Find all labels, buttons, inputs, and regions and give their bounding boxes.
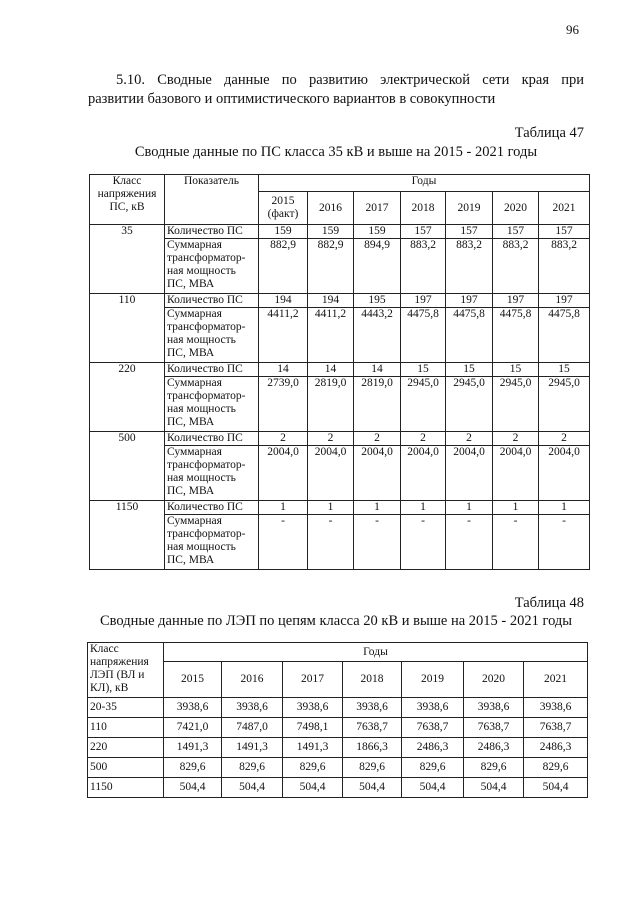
value-cell: 1491,3 <box>283 738 343 758</box>
year-header: 2020 <box>493 192 539 225</box>
value-cell: 3938,6 <box>222 698 283 718</box>
table-row <box>90 446 590 501</box>
value-cell: 2945,0 <box>539 377 590 432</box>
indicator-cell: Суммарная трансформатор-ная мощность ПС, МВА <box>165 515 259 570</box>
value-cell: 829,6 <box>222 758 283 778</box>
value-cell: 2945,0 <box>493 377 539 432</box>
indicator-cell: Количество ПС <box>165 225 259 239</box>
value-cell: 894,9 <box>354 239 401 294</box>
value-cell: 4475,8 <box>539 308 590 363</box>
value-cell: 2486,3 <box>524 738 588 758</box>
voltage-class-cell: 220 <box>90 363 165 432</box>
value-cell: 4475,8 <box>446 308 493 363</box>
value-cell: 1 <box>308 501 354 515</box>
value-cell: 504,4 <box>164 778 222 798</box>
indicator-cell: Суммарная трансформатор-ная мощность ПС, МВА <box>165 308 259 363</box>
value-cell: 3938,6 <box>524 698 588 718</box>
value-cell: 7487,0 <box>222 718 283 738</box>
value-cell: 157 <box>539 225 590 239</box>
value-cell: 829,6 <box>524 758 588 778</box>
value-cell: 1 <box>354 501 401 515</box>
value-cell: 2 <box>493 432 539 446</box>
table-48-caption: Сводные данные по ЛЭП по цепям класса 20 кВ и выше на 2015 - 2021 годы <box>99 613 573 629</box>
table-row <box>88 778 588 798</box>
value-cell: 157 <box>493 225 539 239</box>
value-cell: 1 <box>493 501 539 515</box>
value-cell: 2004,0 <box>354 446 401 501</box>
table-47-caption: Сводные данные по ПС класса 35 кВ и выше на 2015 - 2021 годы <box>134 144 538 160</box>
value-cell: 15 <box>539 363 590 377</box>
value-cell: 7498,1 <box>283 718 343 738</box>
value-cell: 504,4 <box>402 778 464 798</box>
value-cell: 2 <box>539 432 590 446</box>
indicator-cell: Количество ПС <box>165 501 259 515</box>
indicator-cell: Количество ПС <box>165 432 259 446</box>
value-cell: 194 <box>308 294 354 308</box>
value-cell: 1 <box>401 501 446 515</box>
value-cell: 7638,7 <box>524 718 588 738</box>
value-cell: 883,2 <box>401 239 446 294</box>
indicator-cell: Количество ПС <box>165 363 259 377</box>
value-cell: 197 <box>539 294 590 308</box>
value-cell: 7638,7 <box>402 718 464 738</box>
year-header: 2016 <box>222 662 283 698</box>
value-cell: 2 <box>354 432 401 446</box>
value-cell: 829,6 <box>464 758 524 778</box>
value-cell: 504,4 <box>464 778 524 798</box>
year-header: 2021 <box>539 192 590 225</box>
value-cell: 3938,6 <box>402 698 464 718</box>
value-cell: - <box>539 515 590 570</box>
voltage-class-cell: 110 <box>90 294 165 363</box>
table-48 <box>87 642 588 798</box>
value-cell: - <box>446 515 493 570</box>
table-47-label: Таблица 47 <box>514 125 584 141</box>
value-cell: 2486,3 <box>464 738 524 758</box>
table-row <box>90 432 590 446</box>
section-heading-line-1: 5.10. Сводные данные по развитию электрической сети края при <box>116 72 584 88</box>
voltage-class-cell: 220 <box>88 738 164 758</box>
value-cell: 883,2 <box>539 239 590 294</box>
year-header: 2020 <box>464 662 524 698</box>
value-cell: 1 <box>446 501 493 515</box>
value-cell: 4411,2 <box>259 308 308 363</box>
value-cell: 197 <box>401 294 446 308</box>
value-cell: 2004,0 <box>259 446 308 501</box>
voltage-class-cell: 1150 <box>88 778 164 798</box>
value-cell: 504,4 <box>524 778 588 798</box>
indicator-cell: Суммарная трансформатор-ная мощность ПС, МВА <box>165 377 259 432</box>
value-cell: 7421,0 <box>164 718 222 738</box>
value-cell: 882,9 <box>259 239 308 294</box>
voltage-class-cell: 20-35 <box>88 698 164 718</box>
value-cell: 15 <box>401 363 446 377</box>
year-header: 2016 <box>308 192 354 225</box>
value-cell: 2945,0 <box>446 377 493 432</box>
year-header: 2017 <box>283 662 343 698</box>
value-cell: 197 <box>446 294 493 308</box>
table-row <box>90 308 590 363</box>
value-cell: 3938,6 <box>343 698 402 718</box>
value-cell: 883,2 <box>493 239 539 294</box>
voltage-class-cell: 35 <box>90 225 165 294</box>
header-class: Класс напряжения ЛЭП (ВЛ и КЛ), кВ <box>88 643 164 698</box>
value-cell: 3938,6 <box>464 698 524 718</box>
value-cell: 14 <box>354 363 401 377</box>
indicator-cell: Суммарная трансформатор-ная мощность ПС, МВА <box>165 239 259 294</box>
value-cell: 1866,3 <box>343 738 402 758</box>
value-cell: 883,2 <box>446 239 493 294</box>
value-cell: 2486,3 <box>402 738 464 758</box>
value-cell: 882,9 <box>308 239 354 294</box>
value-cell: 3938,6 <box>283 698 343 718</box>
table-row <box>88 698 588 718</box>
table-row <box>90 515 590 570</box>
table-row <box>90 501 590 515</box>
voltage-class-cell: 500 <box>88 758 164 778</box>
value-cell: 2004,0 <box>446 446 493 501</box>
value-cell: 1 <box>539 501 590 515</box>
table-47-header-row <box>90 175 590 192</box>
value-cell: 4443,2 <box>354 308 401 363</box>
table-row <box>88 738 588 758</box>
value-cell: 157 <box>401 225 446 239</box>
table-row <box>90 225 590 239</box>
value-cell: 159 <box>308 225 354 239</box>
table-row <box>88 758 588 778</box>
value-cell: 2819,0 <box>354 377 401 432</box>
value-cell: 4411,2 <box>308 308 354 363</box>
value-cell: 2004,0 <box>493 446 539 501</box>
value-cell: 7638,7 <box>464 718 524 738</box>
value-cell: - <box>401 515 446 570</box>
value-cell: 2 <box>401 432 446 446</box>
value-cell: 7638,7 <box>343 718 402 738</box>
value-cell: 14 <box>308 363 354 377</box>
year-header: 2015 <box>164 662 222 698</box>
value-cell: 829,6 <box>343 758 402 778</box>
value-cell: 2004,0 <box>308 446 354 501</box>
section-heading-line-2: развитии базового и оптимистического вариантов в совокупности <box>88 91 496 107</box>
table-48-label: Таблица 48 <box>514 595 584 611</box>
value-cell: - <box>259 515 308 570</box>
indicator-cell: Суммарная трансформатор-ная мощность ПС, МВА <box>165 446 259 501</box>
year-header: 2018 <box>401 192 446 225</box>
page-number: 96 <box>566 22 579 37</box>
voltage-class-cell: 500 <box>90 432 165 501</box>
value-cell: 2004,0 <box>539 446 590 501</box>
value-cell: - <box>354 515 401 570</box>
voltage-class-cell: 1150 <box>90 501 165 570</box>
voltage-class-cell: 110 <box>88 718 164 738</box>
year-header: 2018 <box>343 662 402 698</box>
year-header: 2021 <box>524 662 588 698</box>
value-cell: 2819,0 <box>308 377 354 432</box>
table-row <box>90 363 590 377</box>
value-cell: 2945,0 <box>401 377 446 432</box>
value-cell: - <box>308 515 354 570</box>
value-cell: - <box>493 515 539 570</box>
table-row <box>88 718 588 738</box>
section-heading <box>88 71 584 109</box>
value-cell: 194 <box>259 294 308 308</box>
table-row <box>90 239 590 294</box>
value-cell: 829,6 <box>164 758 222 778</box>
indicator-cell: Количество ПС <box>165 294 259 308</box>
value-cell: 157 <box>446 225 493 239</box>
header-years: Годы <box>164 643 588 662</box>
table-48-header-row <box>88 643 588 662</box>
value-cell: 197 <box>493 294 539 308</box>
year-header: 2019 <box>446 192 493 225</box>
value-cell: 1491,3 <box>222 738 283 758</box>
value-cell: 4475,8 <box>493 308 539 363</box>
value-cell: 1491,3 <box>164 738 222 758</box>
value-cell: 504,4 <box>222 778 283 798</box>
year-header: 2019 <box>402 662 464 698</box>
value-cell: 504,4 <box>283 778 343 798</box>
value-cell: 1 <box>259 501 308 515</box>
year-header: 2017 <box>354 192 401 225</box>
header-class: Класс напряжения ПС, кВ <box>90 175 165 225</box>
table-row <box>90 377 590 432</box>
value-cell: 15 <box>493 363 539 377</box>
year-header: 2015 (факт) <box>259 192 308 225</box>
value-cell: 3938,6 <box>164 698 222 718</box>
value-cell: 159 <box>259 225 308 239</box>
value-cell: 2 <box>446 432 493 446</box>
table-47 <box>89 174 590 570</box>
table-row <box>90 294 590 308</box>
value-cell: 4475,8 <box>401 308 446 363</box>
value-cell: 2739,0 <box>259 377 308 432</box>
value-cell: 2 <box>259 432 308 446</box>
value-cell: 829,6 <box>402 758 464 778</box>
value-cell: 15 <box>446 363 493 377</box>
header-years: Годы <box>259 175 590 192</box>
value-cell: 829,6 <box>283 758 343 778</box>
value-cell: 504,4 <box>343 778 402 798</box>
value-cell: 2004,0 <box>401 446 446 501</box>
value-cell: 159 <box>354 225 401 239</box>
value-cell: 14 <box>259 363 308 377</box>
value-cell: 2 <box>308 432 354 446</box>
value-cell: 195 <box>354 294 401 308</box>
header-indicator: Показатель <box>165 175 259 225</box>
